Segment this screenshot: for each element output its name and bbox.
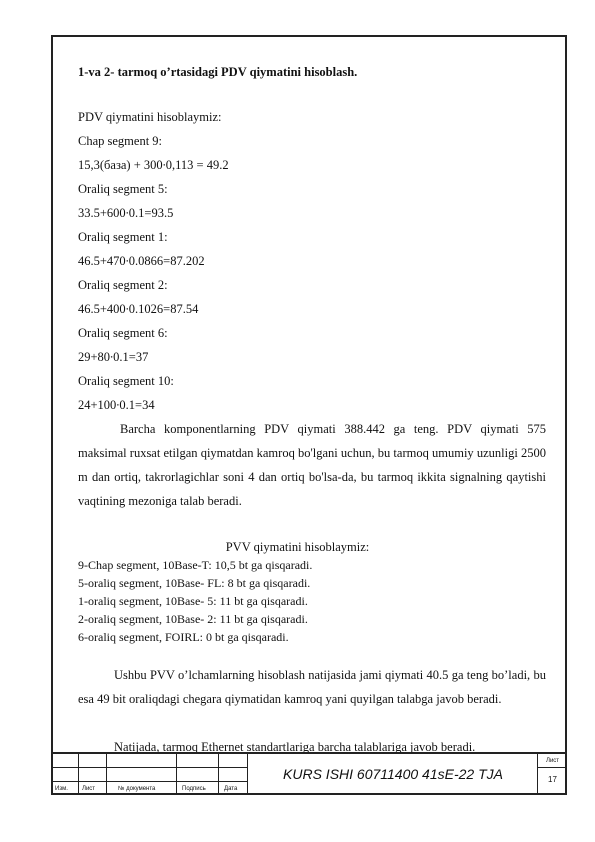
col-label-document: № документа bbox=[118, 786, 156, 792]
col-label-signature: Подпись bbox=[182, 786, 206, 792]
pdv-line: PDV qiymatini hisoblaymiz: bbox=[78, 110, 222, 124]
col-label-change: Изм. bbox=[55, 786, 68, 792]
pdv-line: 24+100∙0.1=34 bbox=[78, 398, 155, 412]
pvv-heading: PVV qiymatini hisoblaymiz: bbox=[225, 540, 370, 554]
pdv-line: 46.5+400∙0.1026=87.54 bbox=[78, 302, 199, 316]
pdv-line: Oraliq segment 6: bbox=[78, 326, 168, 340]
pvv-line: 1-oraliq segment, 10Base- 5: 11 bt ga qisqaradi. bbox=[78, 594, 308, 608]
pvv-line: 9-Chap segment, 10Base-T: 10,5 bt ga qisqaradi. bbox=[78, 558, 313, 572]
pvv-line: 5-oraliq segment, 10Base- FL: 8 bt ga qisqaradi. bbox=[78, 576, 311, 590]
pvv-line: 2-oraliq segment, 10Base- 2: 11 bt ga qisqaradi. bbox=[78, 612, 308, 626]
document-code: KURS ISHI 60711400 41sE-22 TJA bbox=[283, 766, 503, 782]
col-label-sheet: Лист bbox=[82, 786, 96, 792]
pvv-line: 6-oraliq segment, FOIRL: 0 bt ga qisqaradi. bbox=[78, 630, 289, 644]
section-title: 1-va 2- tarmoq o’rtasidagi PDV qiymatini hisoblash. bbox=[78, 65, 358, 79]
pdv-line: Oraliq segment 2: bbox=[78, 278, 168, 292]
col-label-date: Дата bbox=[224, 786, 238, 792]
conclusion-paragraph: Natijada, tarmoq Ethernet standartlariga barcha talablariga javob beradi. bbox=[114, 740, 476, 754]
pvv-summary-paragraph: Ushbu PVV o’lchamlarning hisoblash natijasida jami qiymati 40.5 ga teng bo’ladi, bu esa 49 bit oraliqdagi chegara qiymatidan kamroq yani quyilgan talabga javob beradi. bbox=[78, 668, 546, 706]
pdv-line: Oraliq segment 10: bbox=[78, 374, 174, 388]
page-number: 17 bbox=[548, 775, 557, 784]
pdv-line: Oraliq segment 1: bbox=[78, 230, 168, 244]
pdv-line: 15,3(база) + 300∙0,113 = 49.2 bbox=[78, 158, 229, 172]
pdv-summary-paragraph: Barcha komponentlarning PDV qiymati 388.442 ga teng. PDV qiymati 575 maksimal ruxsat etilgan qiymatdan kamroq bo'lgani uchun, bu tarmoq umumiy uzunligi 2500 m dan ortiq, takrorlagichlar soni 4 dan ortiq bo'lsa-da, bu tarmoq ikkita signalning qaytishi vaqtining mezoniga talab beradi. bbox=[78, 422, 546, 508]
pdv-line: 33.5+600∙0.1=93.5 bbox=[78, 206, 174, 220]
pdv-line: Oraliq segment 5: bbox=[78, 182, 168, 196]
pdv-line: Chap segment 9: bbox=[78, 134, 163, 148]
pdv-line: 29+80∙0.1=37 bbox=[78, 350, 149, 364]
sheet-label: Лист bbox=[546, 758, 560, 764]
pdv-line: 46.5+470∙0.0866=87.202 bbox=[78, 254, 205, 268]
